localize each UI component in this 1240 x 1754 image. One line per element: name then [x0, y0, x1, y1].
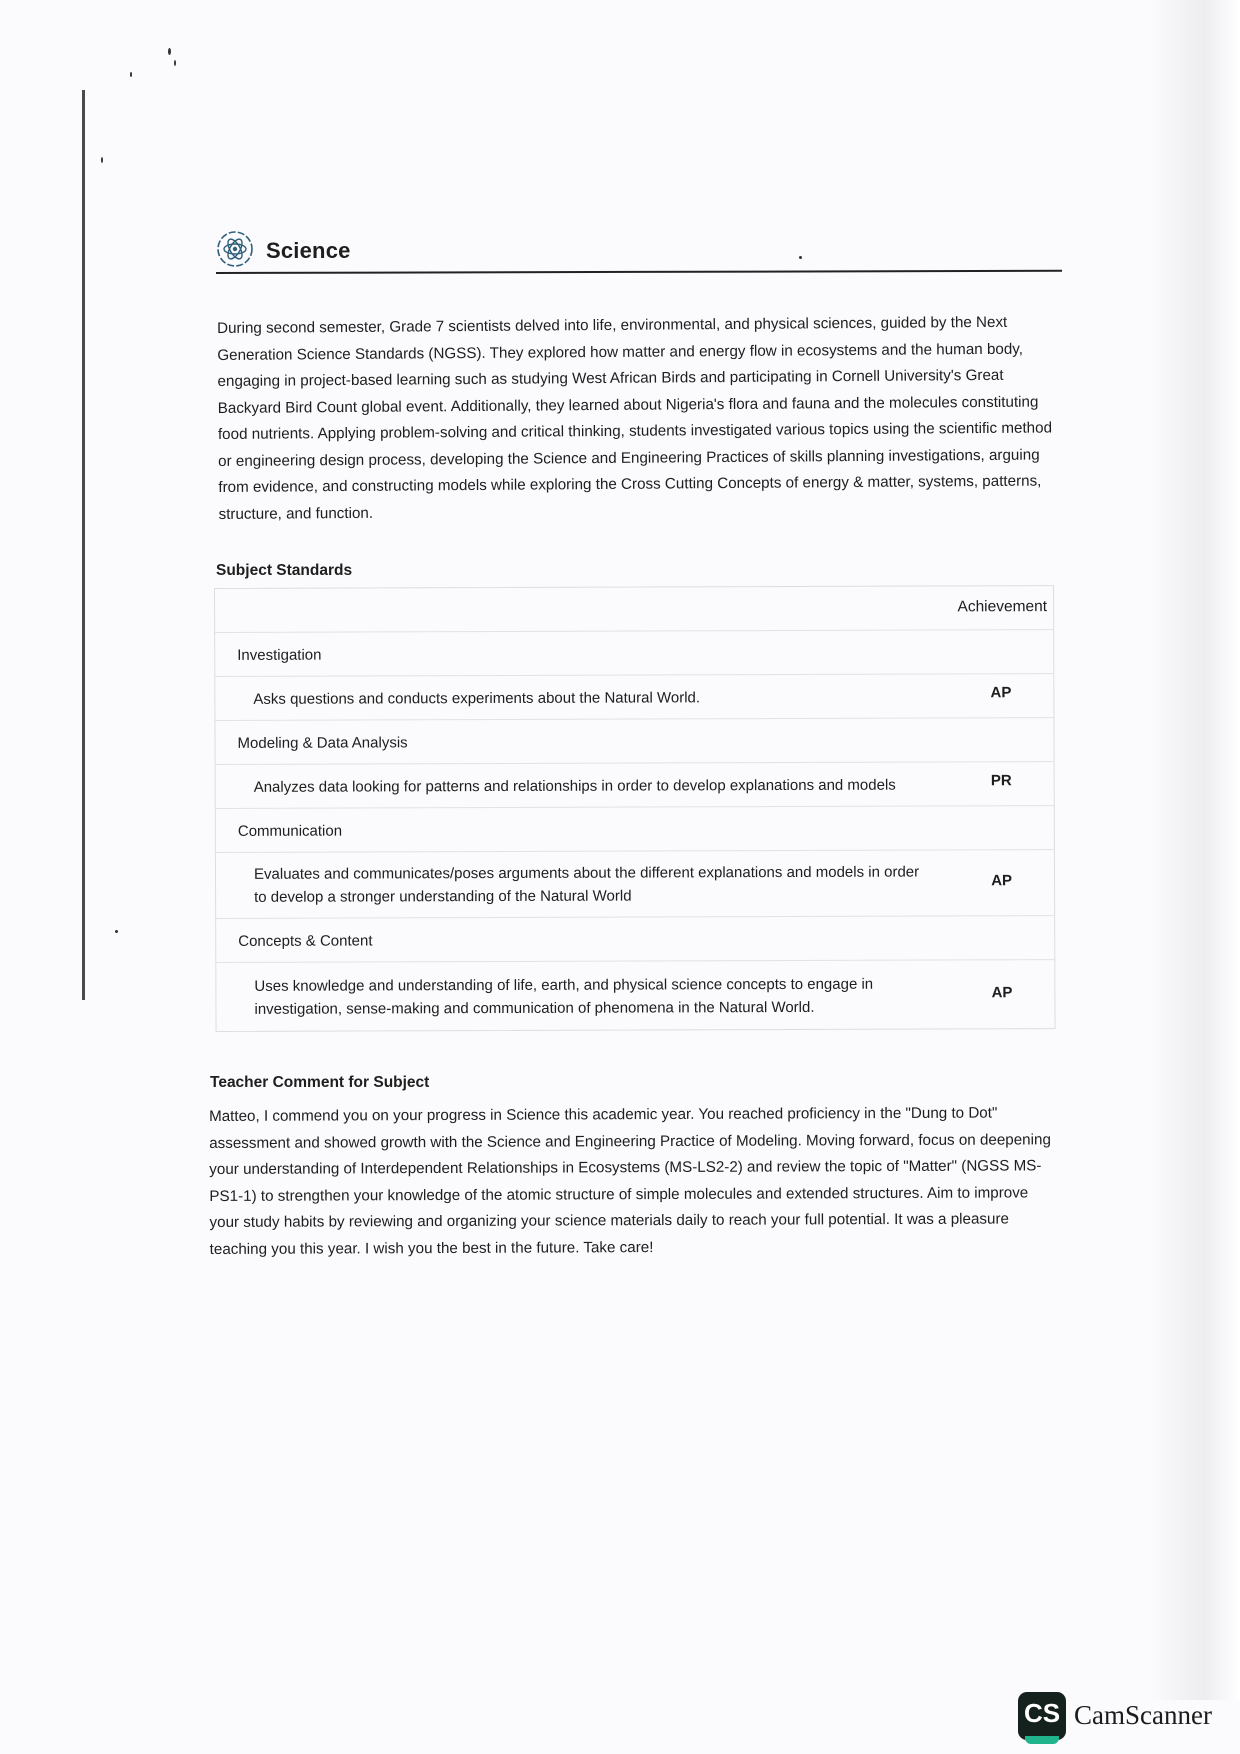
paper-fold-shade	[1150, 0, 1240, 1700]
standard-item-row	[215, 674, 1053, 721]
camscanner-badge-accent	[1025, 1736, 1059, 1744]
standard-item-label: Uses knowledge and understanding of life, earth, and physical science concepts to engage in investigation, sense-making and communication of phenomena in the Natural World.	[254, 975, 874, 1018]
standard-group-row	[215, 718, 1053, 765]
standard-group-row	[216, 806, 1054, 853]
standard-group-label: Modeling & Data Analysis	[237, 734, 408, 752]
achievement-grade: AP	[991, 872, 1013, 890]
standard-item-label: Analyzes data looking for patterns and relationships in order to develop explanations and models	[253, 776, 896, 796]
teacher-comment-heading: Teacher Comment for Subject	[210, 1074, 430, 1091]
table-header-row	[215, 586, 1053, 633]
standards-table	[214, 585, 1056, 1032]
paper-edge-shadow	[82, 90, 85, 1000]
achievement-grade: AP	[991, 984, 1013, 1002]
achievement-grade: AP	[990, 684, 1012, 702]
standard-group-row	[215, 630, 1053, 677]
achievement-column-header: Achievement	[957, 598, 1048, 616]
standard-item-row	[216, 960, 1054, 1031]
section-header	[216, 226, 1060, 274]
intro-paragraph: During second semester, Grade 7 scientists delved into life, environmental, and physical sciences, guided by the Next Generation Science Standards (NGSS). They explored how matter and energy flow in ecosystems and the human body, engaging in project-based learning such as studying West African Birds and participating in Cornell University's Great Backyard Bird Count global event. Additionally, they learned about Nigeria's flora and fauna and the molecules constituting food nutrients. Applying problem-solving and critical thinking, students investigated various topics using the scientific method or engineering design process, developing the Science and Engineering Practices of skills planning investigations, arguing from evidence, and constructing models while exploring the Cross Cutting Concepts of energy & matter, systems, patterns, structure, and function.	[217, 313, 1053, 523]
standard-item-label: Evaluates and communicates/poses arguments about the different explanations and models in order to develop a stronger understanding of the Natural World	[253, 863, 920, 906]
section-title: Science	[266, 238, 351, 263]
standard-group-label: Investigation	[237, 646, 322, 664]
standard-group-label: Communication	[237, 822, 343, 840]
standard-group-label: Concepts & Content	[238, 932, 373, 950]
paper-speck	[174, 60, 176, 66]
paper-speck	[130, 72, 132, 77]
subject-standards-heading: Subject Standards	[216, 562, 353, 579]
camscanner-badge-text: CS	[1023, 1698, 1061, 1728]
camscanner-wordmark: CamScanner	[1074, 1700, 1212, 1730]
standard-item-row	[216, 762, 1054, 809]
standard-item-label: Asks questions and conducts experiments about the Natural World.	[253, 689, 701, 708]
paper-speck	[168, 48, 171, 55]
atom-icon	[216, 230, 254, 268]
teacher-comment-text: Matteo, I commend you on your progress in Science this academic year. You reached proficiency in the "Dung to Dot" assessment and showed growth with the Science and Engineering Practice of Modeling. Moving forward, focus on deepening your understanding of Interdependent Relationships in Ecosystems (MS-LS2-2) and review the topic of "Matter" (NGSS MS-PS1-1) to strengthen your knowledge of the atomic structure of simple molecules and extended structures. Aim to improve your study habits by reviewing and organizing your science materials daily to reach your full potential. It was a pleasure teaching you this year. I wish you the best in the future. Take care!	[209, 1104, 1051, 1258]
standard-group-row	[216, 916, 1054, 963]
camscanner-logo	[1018, 1692, 1066, 1740]
paper-speck	[115, 930, 118, 933]
achievement-grade: PR	[990, 772, 1012, 790]
standard-item-row	[216, 850, 1054, 919]
paper-speck	[101, 157, 103, 163]
